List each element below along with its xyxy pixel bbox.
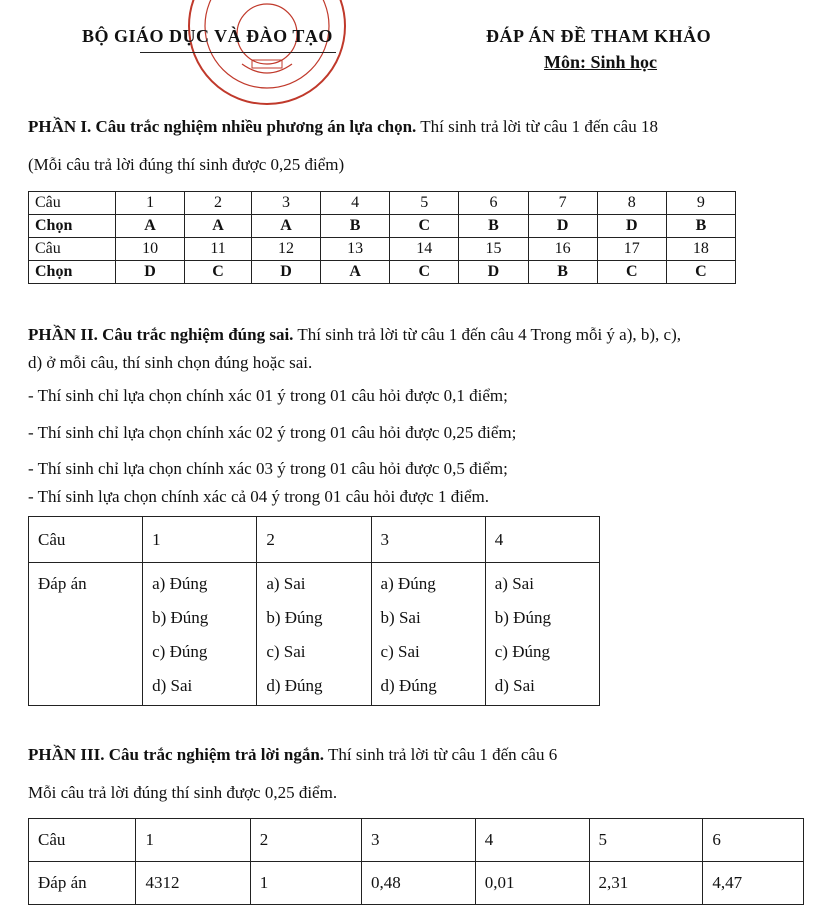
table-cell: 2 xyxy=(250,819,361,862)
table-cell: 13 xyxy=(321,238,390,261)
document-title: ĐÁP ÁN ĐỀ THAM KHẢO xyxy=(486,26,712,46)
answer-item: c) Đúng xyxy=(152,642,208,661)
table-cell: 2,31 xyxy=(589,862,703,905)
table-cell: 4,47 xyxy=(703,862,804,905)
table-cell: 5 xyxy=(589,819,703,862)
table-cell: C xyxy=(666,261,735,284)
subject-label: Môn: Sinh học xyxy=(544,52,658,72)
part1-answer-table xyxy=(28,191,736,284)
table-cell: 1 xyxy=(136,819,250,862)
table-cell: Câu xyxy=(29,819,136,862)
answer-item: a) Đúng xyxy=(380,574,436,593)
table-row xyxy=(29,261,736,284)
table-cell: Đáp án xyxy=(29,862,136,905)
answer-item: a) Sai xyxy=(494,574,534,593)
table-row xyxy=(29,238,736,261)
part2-answer-table xyxy=(28,516,600,706)
answer-item: c) Đúng xyxy=(494,642,550,661)
table-cell: 11 xyxy=(185,238,252,261)
table-cell: 4312 xyxy=(136,862,250,905)
table-cell: D xyxy=(116,261,185,284)
part1-scoring: (Mỗi câu trả lời đúng thí sinh được 0,25 điểm) xyxy=(28,155,345,174)
table-row xyxy=(29,862,804,905)
table-cell: Câu xyxy=(29,192,116,215)
table-cell: 1 xyxy=(143,517,257,563)
answer-item: c) Sai xyxy=(266,642,306,661)
table-row xyxy=(29,517,600,563)
table-cell: 6 xyxy=(459,192,528,215)
table-cell: 6 xyxy=(703,819,804,862)
table-cell: Câu xyxy=(29,517,143,563)
answer-item: d) Đúng xyxy=(380,676,437,695)
part2-rule: - Thí sinh chỉ lựa chọn chính xác 02 ý trong 01 câu hỏi được 0,25 điểm; xyxy=(28,423,517,442)
table-cell: 0,01 xyxy=(475,862,589,905)
table-row xyxy=(29,215,736,238)
ministry-name: BỘ GIÁO DỤC VÀ ĐÀO TẠO xyxy=(82,26,333,46)
table-cell: 14 xyxy=(390,238,459,261)
table-cell: 4 xyxy=(321,192,390,215)
table-cell: D xyxy=(528,215,597,238)
part3-heading-line xyxy=(28,745,557,765)
table-cell: B xyxy=(528,261,597,284)
table-cell: 16 xyxy=(528,238,597,261)
part3-answer-table xyxy=(28,818,804,905)
table-cell: B xyxy=(321,215,390,238)
part2-heading-line xyxy=(28,325,681,345)
answer-item: d) Đúng xyxy=(266,676,323,695)
part2-instruction-line2: d) ở mỗi câu, thí sinh chọn đúng hoặc sai. xyxy=(28,353,313,372)
table-cell: 1 xyxy=(250,862,361,905)
part2-heading: PHẦN II. Câu trắc nghiệm đúng sai. xyxy=(28,325,294,344)
table-cell: B xyxy=(666,215,735,238)
table-cell: C xyxy=(390,261,459,284)
part3-scoring: Mỗi câu trả lời đúng thí sinh được 0,25 điểm. xyxy=(28,783,338,802)
part3-heading: PHẦN III. Câu trắc nghiệm trả lời ngắn. xyxy=(28,745,325,764)
answer-item: d) Sai xyxy=(494,676,535,695)
part2-instruction: Thí sinh trả lời từ câu 1 đến câu 4 Trong mỗi ý a), b), c), xyxy=(293,325,682,344)
table-cell: 0,48 xyxy=(361,862,475,905)
table-cell: C xyxy=(185,261,252,284)
table-cell: D xyxy=(251,261,320,284)
table-cell: 3 xyxy=(371,517,485,563)
answer-item: b) Đúng xyxy=(266,608,323,627)
answer-label: Đáp án xyxy=(38,574,87,593)
table-cell: A xyxy=(116,215,185,238)
table-cell: B xyxy=(459,215,528,238)
answer-item: b) Sai xyxy=(380,608,421,627)
table-cell xyxy=(371,563,485,706)
table-cell: C xyxy=(597,261,666,284)
table-cell: Câu xyxy=(29,238,116,261)
table-cell: D xyxy=(459,261,528,284)
answer-item: b) Đúng xyxy=(494,608,551,627)
table-cell: 2 xyxy=(257,517,371,563)
table-cell: A xyxy=(321,261,390,284)
answer-item: a) Sai xyxy=(266,574,306,593)
part1-heading: PHẦN I. Câu trắc nghiệm nhiều phương án lựa chọn. xyxy=(28,117,417,136)
table-cell xyxy=(257,563,371,706)
answer-item: c) Sai xyxy=(380,642,420,661)
table-cell: 5 xyxy=(390,192,459,215)
table-cell: 18 xyxy=(666,238,735,261)
table-cell: 8 xyxy=(597,192,666,215)
table-cell: 17 xyxy=(597,238,666,261)
table-cell: 15 xyxy=(459,238,528,261)
part2-rule: - Thí sinh chỉ lựa chọn chính xác 03 ý trong 01 câu hỏi được 0,5 điểm; xyxy=(28,459,508,478)
table-cell: 3 xyxy=(251,192,320,215)
part2-rule: - Thí sinh lựa chọn chính xác cả 04 ý trong 01 câu hỏi được 1 điểm. xyxy=(28,487,489,506)
table-cell xyxy=(29,563,143,706)
table-cell: 4 xyxy=(475,819,589,862)
ministry-underline xyxy=(140,52,336,53)
table-cell: Chọn xyxy=(29,261,116,284)
table-cell: A xyxy=(185,215,252,238)
table-cell: 10 xyxy=(116,238,185,261)
table-cell: D xyxy=(597,215,666,238)
table-cell: 7 xyxy=(528,192,597,215)
answer-item: d) Sai xyxy=(152,676,193,695)
table-cell xyxy=(485,563,599,706)
table-row xyxy=(29,819,804,862)
table-cell: Chọn xyxy=(29,215,116,238)
table-cell: C xyxy=(390,215,459,238)
answer-item: b) Đúng xyxy=(152,608,209,627)
table-cell: 1 xyxy=(116,192,185,215)
table-row xyxy=(29,192,736,215)
answer-item: a) Đúng xyxy=(152,574,208,593)
table-cell xyxy=(143,563,257,706)
part2-rule: - Thí sinh chỉ lựa chọn chính xác 01 ý trong 01 câu hỏi được 0,1 điểm; xyxy=(28,386,508,405)
official-seal-icon xyxy=(172,0,362,126)
table-cell: 12 xyxy=(251,238,320,261)
part1-heading-line xyxy=(28,117,658,137)
part1-instruction: Thí sinh trả lời từ câu 1 đến câu 18 xyxy=(416,117,658,136)
table-cell: 4 xyxy=(485,517,599,563)
table-cell: 3 xyxy=(361,819,475,862)
part3-instruction: Thí sinh trả lời từ câu 1 đến câu 6 xyxy=(324,745,558,764)
table-cell: 9 xyxy=(666,192,735,215)
table-cell: A xyxy=(251,215,320,238)
table-row xyxy=(29,563,600,706)
table-cell: 2 xyxy=(185,192,252,215)
